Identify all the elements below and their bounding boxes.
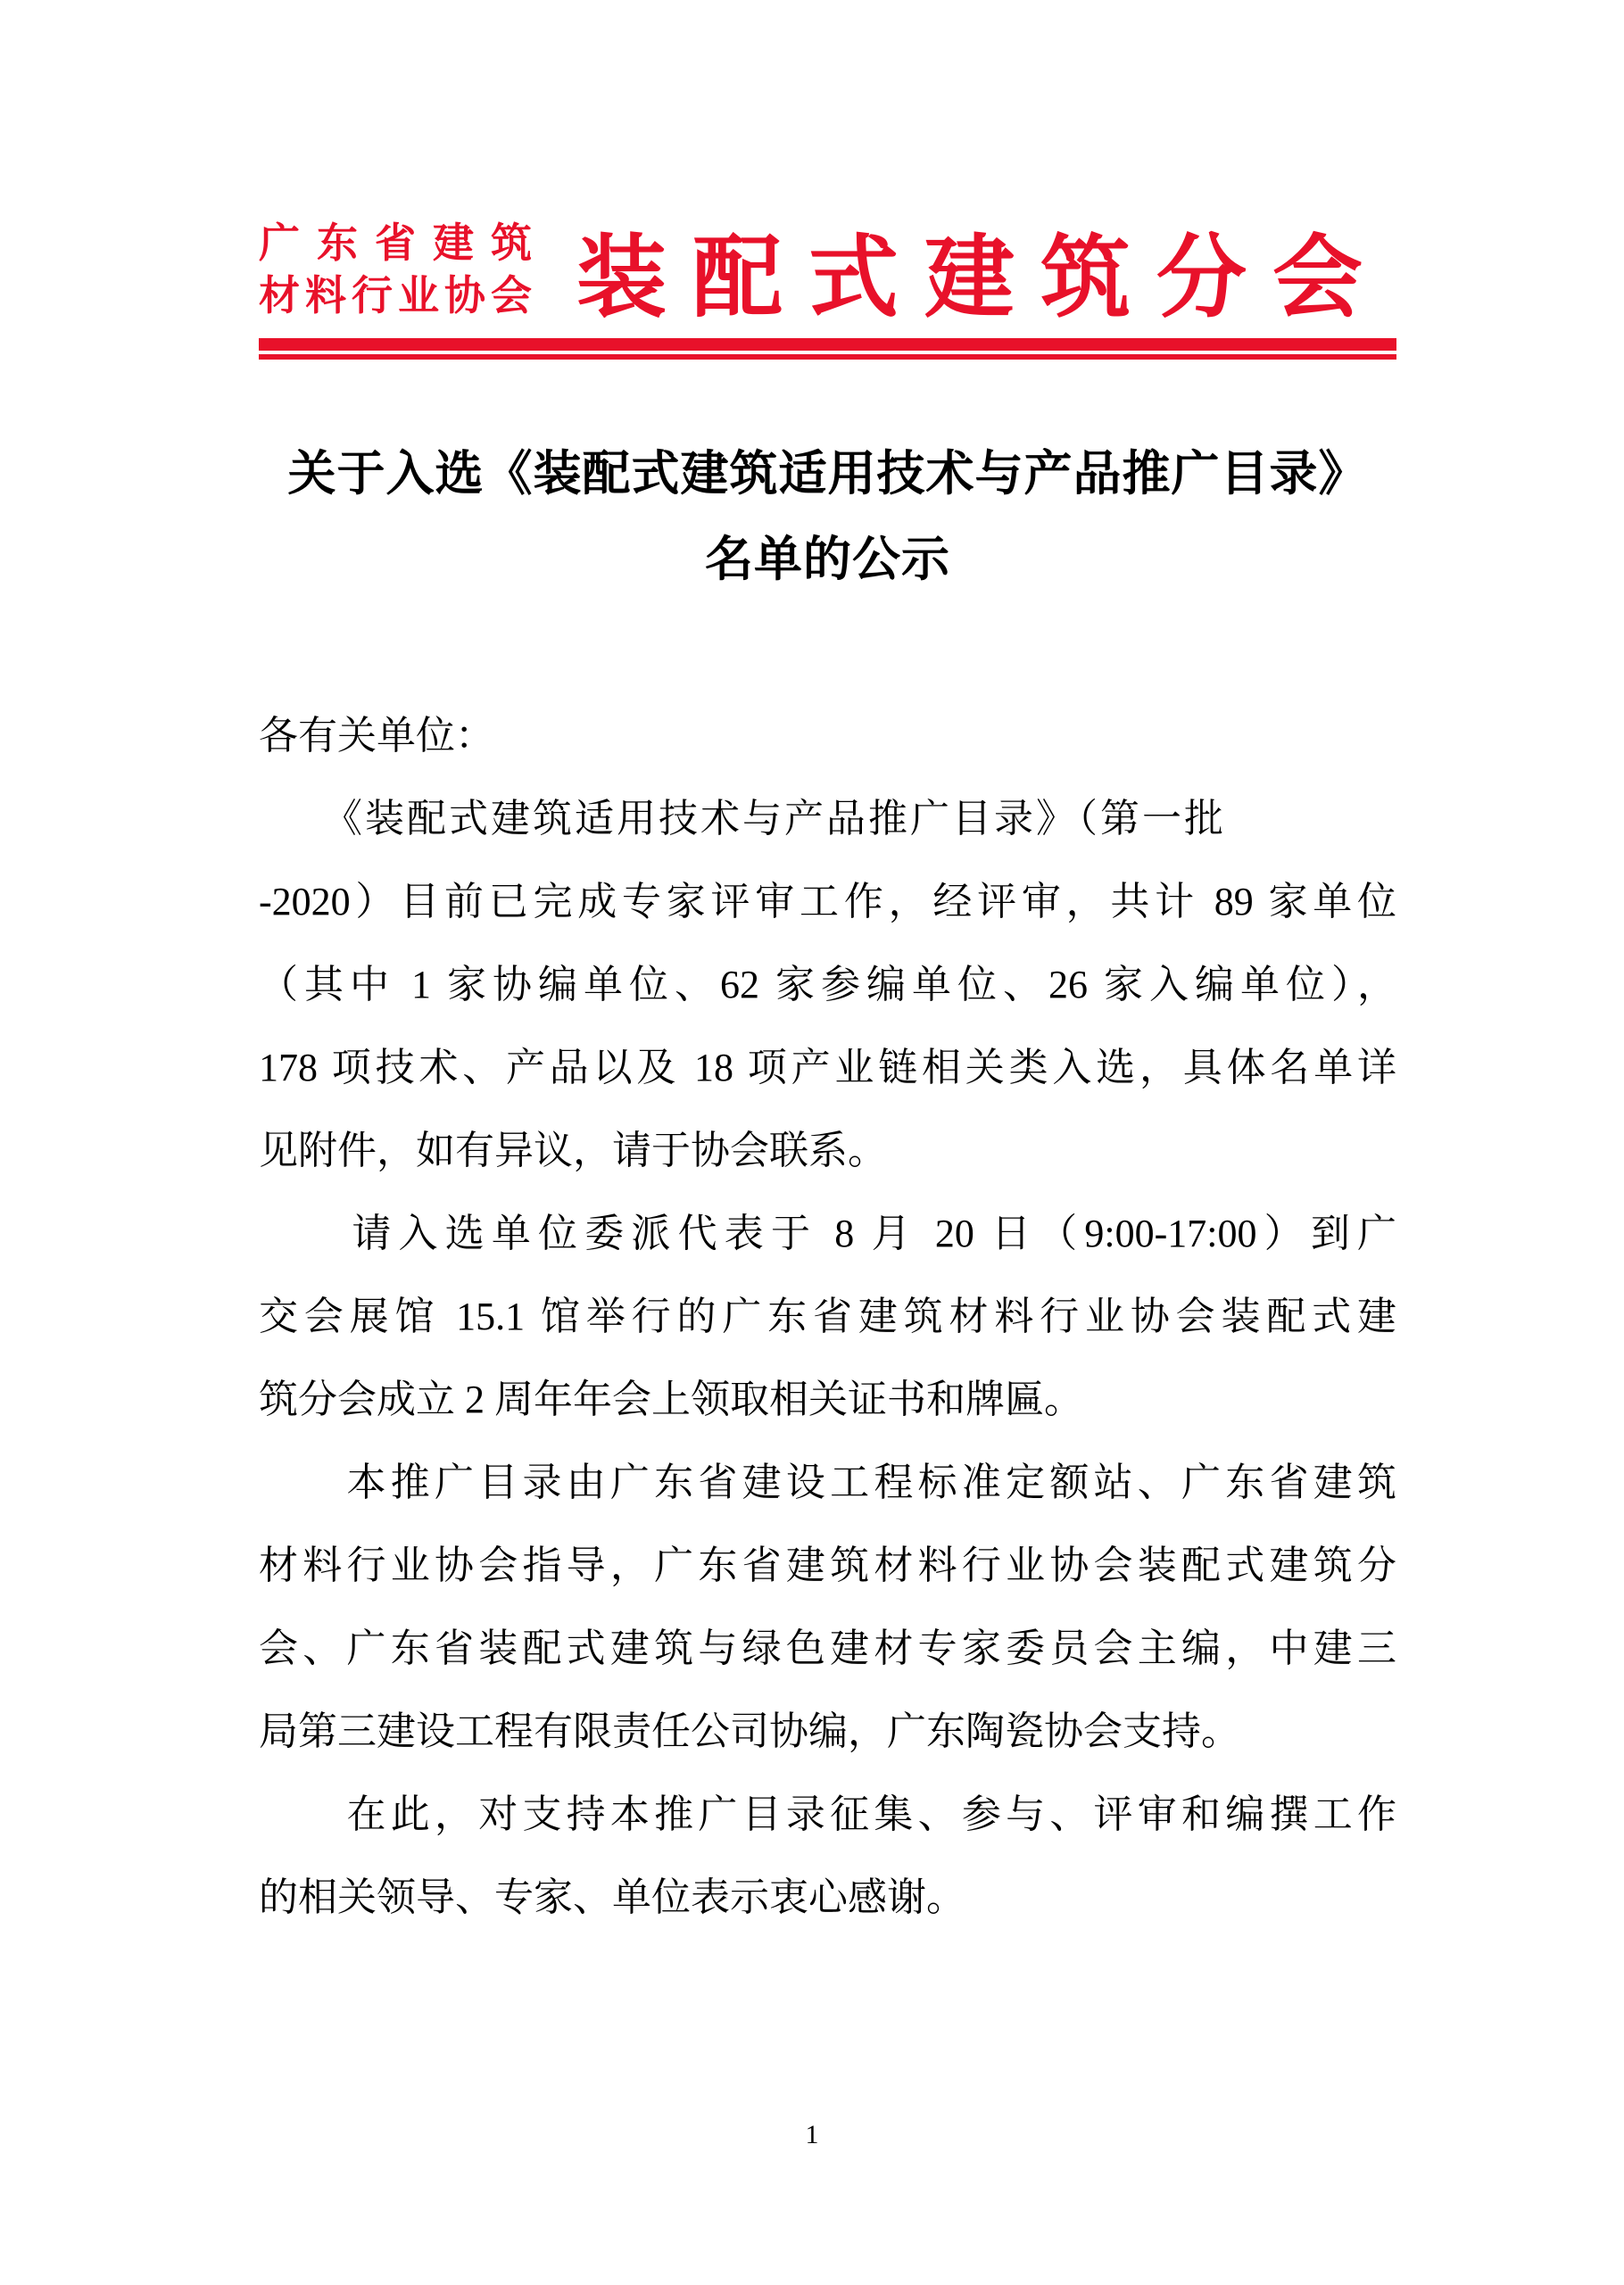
- body-line: 本推广目录由广东省建设工程标准定额站、广东省建筑: [259, 1461, 1396, 1504]
- page-footer: [0, 2119, 1624, 2151]
- letterhead-divider-thin: [259, 354, 1396, 360]
- body-line: 材料行业协会指导，广东省建筑材料行业协会装配式建筑分: [259, 1544, 1396, 1587]
- body-line: （其中 1 家协编单位、62 家参编单位、26 家入编单位），: [259, 963, 1396, 1006]
- letterhead-row: [259, 217, 1396, 328]
- body-line: 会、广东省装配式建筑与绿色建材专家委员会主编，中建三: [259, 1627, 1396, 1670]
- page-number: 1: [805, 2120, 819, 2149]
- body-line: 的相关领导、专家、单位表示衷心感谢。: [259, 1875, 965, 1919]
- body-line: 筑分会成立 2 周年年会上领取相关证书和牌匾。: [259, 1378, 1083, 1421]
- letterhead-divider-thick: [259, 338, 1396, 351]
- notice-title-line2: 名单的公示: [705, 533, 950, 586]
- notice-title-line1: 关于入选《装配式建筑适用技术与产品推广目录》: [287, 447, 1368, 501]
- body-line: -2020）目前已完成专家评审工作，经评审，共计 89 家单位: [259, 880, 1396, 923]
- org-name-line1: 广东省建筑: [259, 219, 532, 266]
- notice-body: [259, 694, 1396, 1939]
- org-name-small: [259, 217, 532, 322]
- body-line: 《装配式建筑适用技术与产品推广目录》（第一批: [259, 797, 1226, 840]
- branch-name: 装配式建筑分会: [576, 228, 1389, 328]
- body-line: 交会展馆 15.1 馆举行的广东省建筑材料行业协会装配式建: [259, 1295, 1396, 1338]
- notice-title: [259, 431, 1396, 602]
- body-line: 请入选单位委派代表于 8 月 20 日（9:00-17:00）到广: [259, 1212, 1396, 1255]
- body-line: 见附件，如有异议，请于协会联系。: [259, 1129, 887, 1172]
- body-line: 各有关单位：: [259, 714, 494, 758]
- body-line: 在此，对支持本推广目录征集、参与、评审和编撰工作: [259, 1792, 1396, 1836]
- body-line: 局第三建设工程有限责任公司协编，广东陶瓷协会支持。: [259, 1710, 1240, 1753]
- body-line: 178 项技术、产品以及 18 项产业链相关类入选，具体名单详: [259, 1046, 1396, 1089]
- letterhead: [259, 217, 1396, 360]
- org-name-line2: 材料行业协会: [259, 272, 532, 319]
